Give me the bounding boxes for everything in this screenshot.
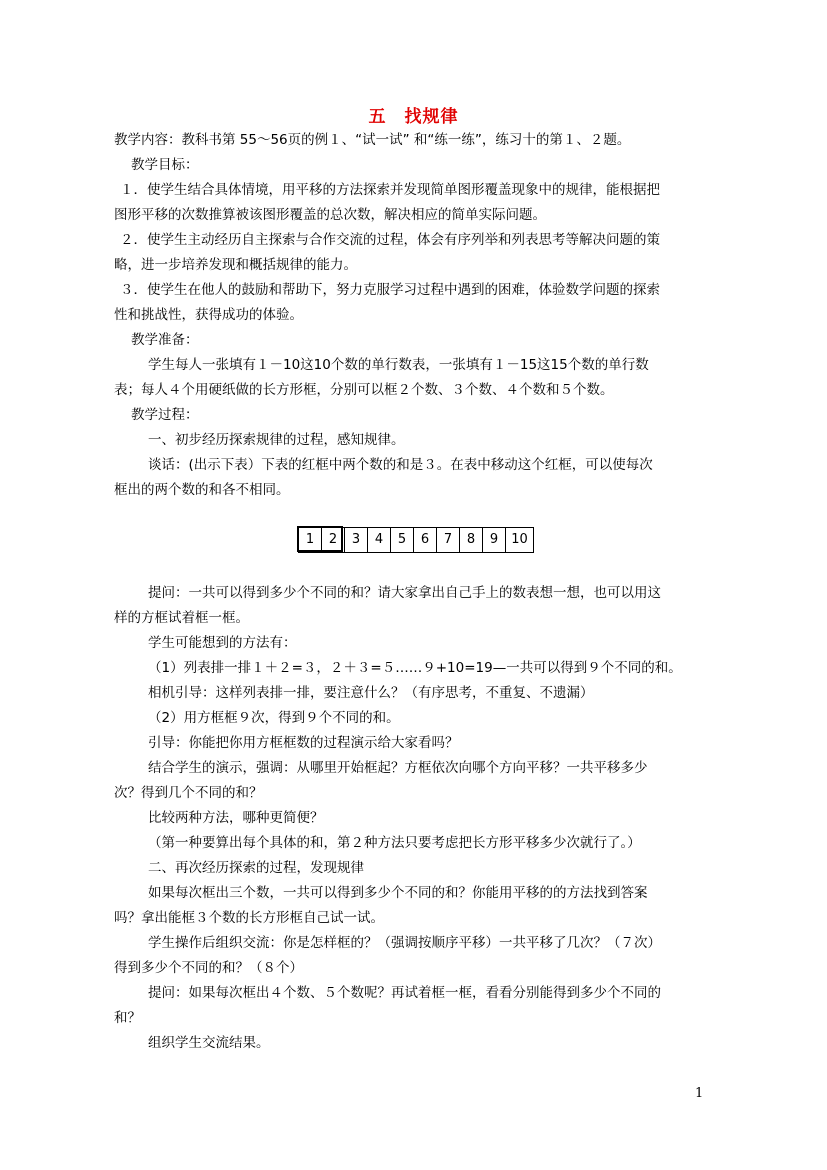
number-cell: 2 — [322, 528, 345, 553]
text-line: （第一种要算出每个具体的和，第２种方法只要考虑把长方形平移多少次就行了。） — [148, 835, 641, 851]
text-line: 次？得到几个不同的和？ — [114, 785, 263, 801]
text-line: 相机引导：这样列表排一排，要注意什么？（有序思考，不重复、不遗漏） — [148, 685, 594, 701]
highlight-frame — [297, 526, 343, 552]
number-cell: 7 — [437, 528, 460, 553]
text-line: 如果每次框出三个数，一共可以得到多少个不同的和？你能用平移的的方法找到答案 — [148, 885, 648, 901]
text-line: 样的方框试着框一框。 — [114, 610, 249, 626]
text-line: 得到多少个不同的和？（８个） — [114, 960, 303, 976]
text-line: 略，进一步培养发现和概括规律的能力。 — [114, 257, 357, 273]
number-cell: 4 — [368, 528, 391, 553]
number-cell: 1 — [299, 528, 322, 553]
text-line: 提问：一共可以得到多少个不同的和？请大家拿出自己手上的数表想一想，也可以用这 — [148, 585, 661, 601]
text-line: 结合学生的演示，强调：从哪里开始框起？方框依次向哪个方向平移？一共平移多少 — [148, 760, 648, 776]
text-line: 教学过程： — [131, 407, 199, 423]
text-line: （1）列表排一排１＋２=３，２＋３=５……９+10=19—一共可以得到９个不同的和。 — [148, 660, 682, 676]
text-line: 比较两种方法，哪种更简便？ — [148, 810, 324, 826]
text-line: 提问：如果每次框出４个数、５个数呢？再试着框一框，看看分别能得到多少个不同的 — [148, 985, 661, 1001]
text-line: 二、再次经历探索的过程，发现规律 — [148, 860, 364, 876]
number-cell: 8 — [460, 528, 483, 553]
text-line: 引导：你能把你用方框框数的过程演示给大家看吗？ — [148, 735, 459, 751]
text-line: 教学内容：教科书第 55～56页的例１、“试一试” 和“练一练”，练习十的第１、２题。 — [114, 132, 631, 148]
text-line: 组织学生交流结果。 — [148, 1035, 270, 1051]
number-cell: 9 — [483, 528, 506, 553]
page-title: 五 找规律 — [368, 107, 459, 127]
text-line: 学生操作后组织交流：你是怎样框的？（强调按顺序平移）一共平移了几次？（７次） — [148, 935, 661, 951]
text-line: 教学准备： — [131, 332, 199, 348]
text-line: 谈话：(出示下表）下表的红框中两个数的和是３。在表中移动这个红框，可以使每次 — [148, 457, 653, 473]
text-line: 性和挑战性，获得成功的体验。 — [114, 307, 303, 323]
number-cell: 10 — [506, 528, 534, 553]
number-cell: 6 — [414, 528, 437, 553]
text-line: 学生可能想到的方法有： — [148, 635, 297, 651]
page-number: 1 — [695, 1086, 704, 1101]
text-line: 一、初步经历探索规律的过程，感知规律。 — [148, 432, 405, 448]
number-cell: 5 — [391, 528, 414, 553]
text-line: 图形平移的次数推算被该图形覆盖的总次数，解决相应的简单实际问题。 — [114, 207, 546, 223]
text-line: ２．使学生主动经历自主探索与合作交流的过程，体会有序列举和列表思考等解决问题的策 — [120, 232, 660, 248]
text-line: 吗？拿出能框３个数的长方形框自己试一试。 — [114, 910, 384, 926]
text-line: ３．使学生在他人的鼓励和帮助下，努力克服学习过程中遇到的困难，体验数学问题的探索 — [120, 282, 660, 298]
text-line: 框出的两个数的和各不相同。 — [114, 482, 290, 498]
number-cell: 3 — [345, 528, 368, 553]
text-line: （2）用方框框９次，得到９个不同的和。 — [148, 710, 400, 726]
text-line: 表；每人４个用硬纸做的长方形框，分别可以框２个数、３个数、４个数和５个数。 — [114, 382, 614, 398]
text-line: 学生每人一张填有１－10这10个数的单行数表，一张填有１－15这15个数的单行数 — [148, 357, 649, 373]
text-line: １．使学生结合具体情境，用平移的方法探索并发现简单图形覆盖现象中的规律，能根据把 — [120, 182, 660, 198]
text-line: 和？ — [114, 1010, 141, 1026]
text-line: 教学目标： — [131, 157, 199, 173]
